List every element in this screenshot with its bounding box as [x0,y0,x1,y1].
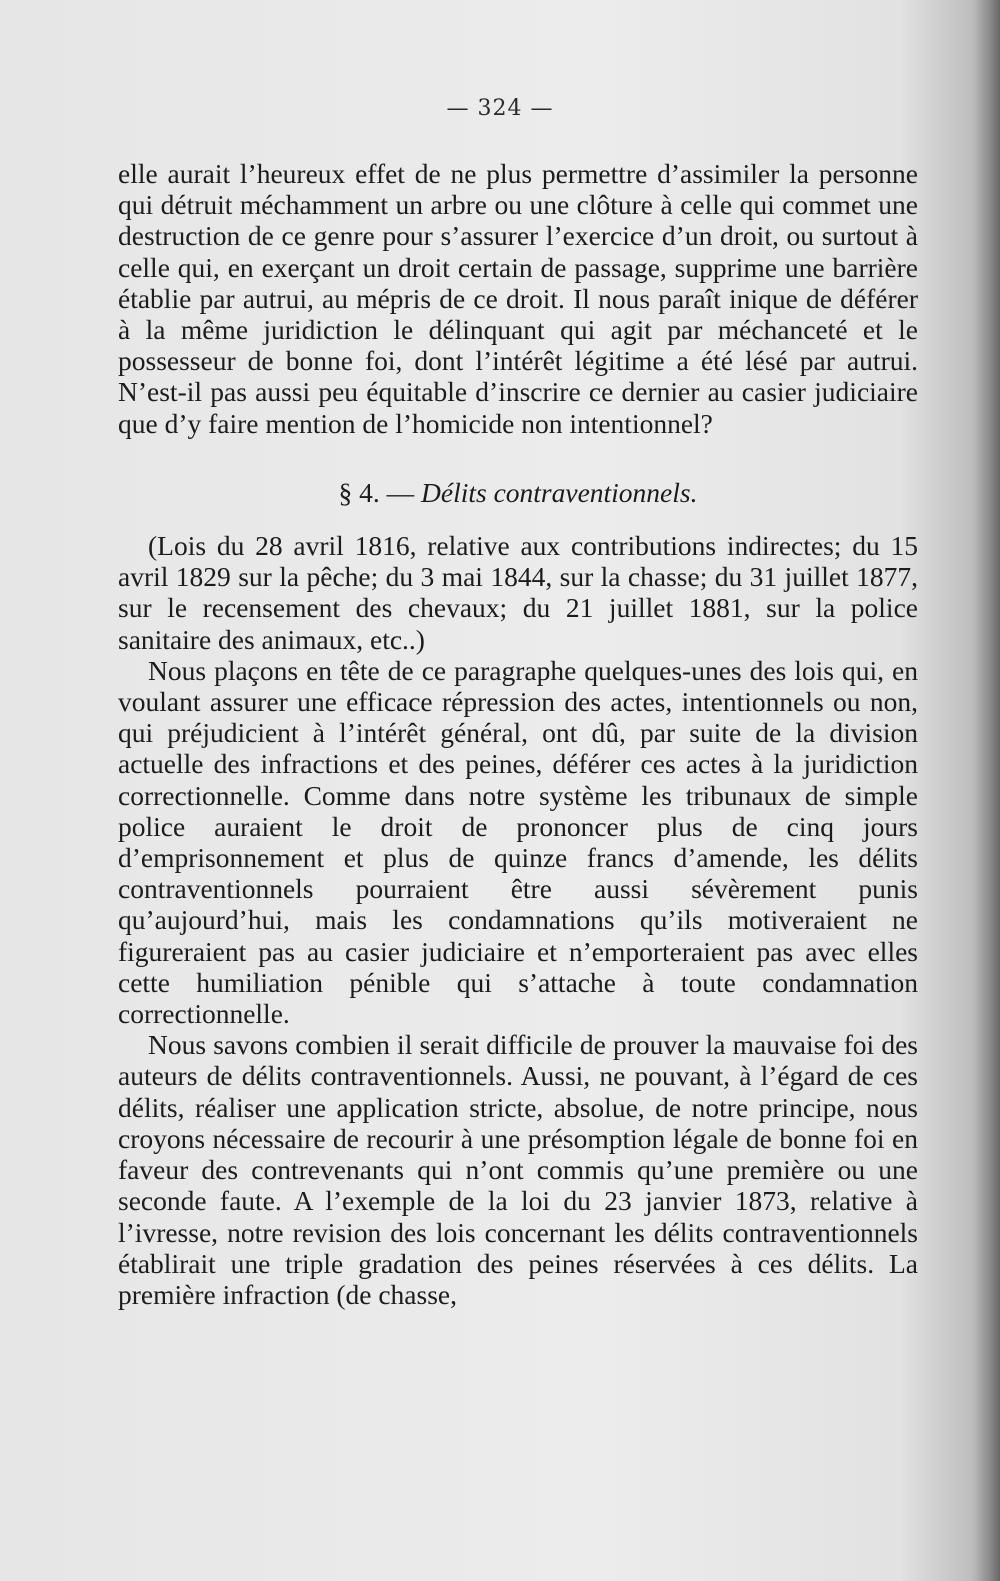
section-heading [118,477,918,508]
section-number: § 4. — [338,476,415,508]
paragraph: Nous savons combien il serait difficile de prouver la mauvaise foi des auteurs de délits contraventionnels. Aussi, ne pouvant, à l’égard de ces délits, réaliser une application stricte, absolue, de notre principe, nous croyons nécessaire de recourir à une présomption légale de bonne foi en faveur des contrevenants qui n’ont commis qu’une première ou une seconde faute. A l’exemple de la loi du 23 janvier 1873, relative à l’ivresse, notre revision des lois concernant les délits contraventionnels établirait une triple gradation des peines réservées à ces délits. La première infraction (de chasse, [118,1029,918,1310]
section-title: Délits contraventionnels. [421,476,698,508]
paragraph-continuation: elle aurait l’heureux effet de ne plus permettre d’assimiler la personne qui détruit méchamment un arbre ou une clôture à celle qui commet une destruction de ce genre pour s’assurer l’exercice d’un droit, ou surtout à celle qui, en exerçant un droit certain de passage, supprime une barrière établie par autrui, au mépris de ce droit. Il nous paraît inique de déférer à la même juridiction le délinquant qui agit par méchanceté et le possesseur de bonne foi, dont l’intérêt légitime a été lésé par autrui. N’est-il pas aussi peu équitable d’inscrire ce dernier au casier judiciaire que d’y faire mention de l’homicide non intentionnel? [118,158,918,439]
page-number: — 324 — [446,96,554,121]
paragraph: Nous plaçons en tête de ce paragraphe quelques-unes des lois qui, en voulant assurer une efficace répression des actes, intentionnels ou non, qui préjudicient à l’intérêt général, ont dû, par suite de la division actuelle des infractions et des peines, déférer ces actes à la juridiction correctionnelle. Comme dans notre système les tribunaux de simple police auraient le droit de prononcer plus de cinq jours d’emprisonnement et plus de quinze francs d’amende, les délits contraventionnels pourraient être aussi sévèrement punis qu’aujourd’hui, mais les condamnations qu’ils motiveraient ne figureraient pas au casier judiciaire et n’emporteraient pas avec elles cette humiliation pénible qui s’attache à toute condamnation correctionnelle. [118,654,918,1030]
laws-citation-paragraph: (Lois du 28 avril 1816, relative aux contributions indirectes; du 15 avril 1829 sur la pêche; du 3 mai 1844, sur la chasse; du 31 juillet 1877, sur le recensement des chevaux; du 21 juillet 1881, sur la police sanitaire des animaux, etc..) [118,530,918,655]
body-text [118,158,918,1310]
